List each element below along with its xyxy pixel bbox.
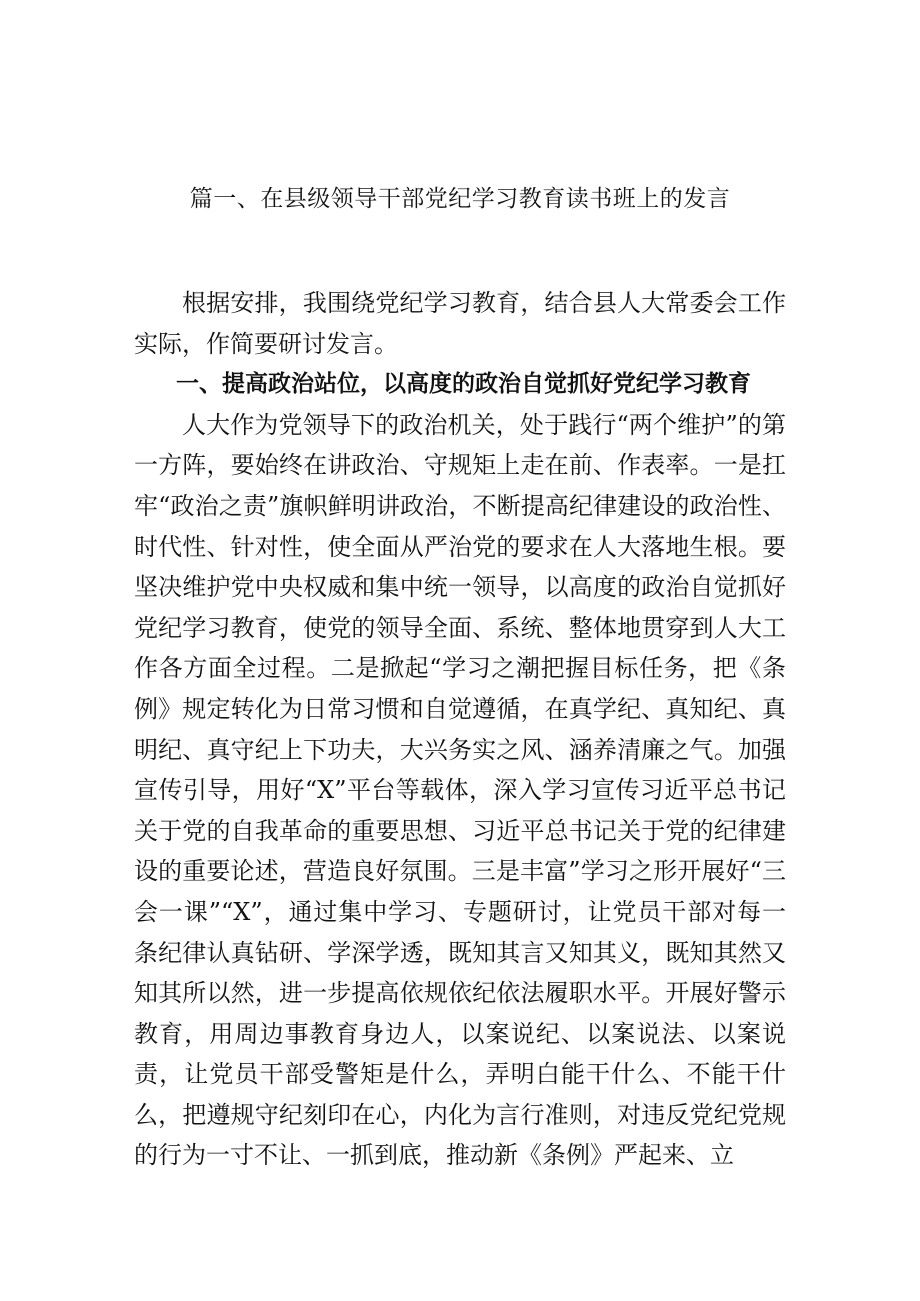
intro-paragraph: 根据安排，我围绕党纪学习教育，结合县人大常委会工作实际，作简要研讨发言。 [134, 289, 786, 358]
section-heading: 一、提高政治站位，以高度的政治自觉抓好党纪学习教育 [176, 371, 751, 398]
section-paragraph: 人大作为党领导下的政治机关，处于践行“两个维护”的第一方阵，要始终在讲政治、守规矩上走在前、作表率。一是扛牢“政治之责”旗帜鲜明讲政治，不断提高纪律建设的政治性、时代性、针对性，使全面从严治党的要求在人大落地生根。要坚决维护党中央权威和集中统一领导，以高度的政治自觉抓好党纪学习教育，使党的领导全面、系统、整体地贯穿到人大工作各方面全过程。二是掀起“学习之潮把握目标任务，把《条例》规定转化为日常习惯和自觉遵循，在真学纪、真知纪、真明纪、真守纪上下功夫，大兴务实之风、涵养清廉之气。加强宣传引导，用好“X”平台等载体，深入学习宣传习近平总书记关于党的自我革命的重要思想、习近平总书记关于党的纪律建设的重要论述，营造良好氛围。三是丰富”学习之形开展好“三会一课”“X”，通过集中学习、专题研讨，让党员干部对每一条纪律认真钻研、学深学透，既知其言又知其义，既知其然又知其所以然，进一步提高依规依纪依法履职水平。开展好警示教育，用周边事教育身边人，以案说纪、以案说法、以案说责，让党员干部受警矩是什么，弄明白能干什么、不能干什么，把遵规守纪刻印在心，内化为言行准则，对违反党纪党规的行为一寸不让、一抓到底，推动新《条例》严起来、立 [134, 410, 786, 1170]
document-body [134, 283, 786, 1176]
document-title: 篇一、在县级领导干部党纪学习教育读书班上的发言 [189, 186, 731, 212]
